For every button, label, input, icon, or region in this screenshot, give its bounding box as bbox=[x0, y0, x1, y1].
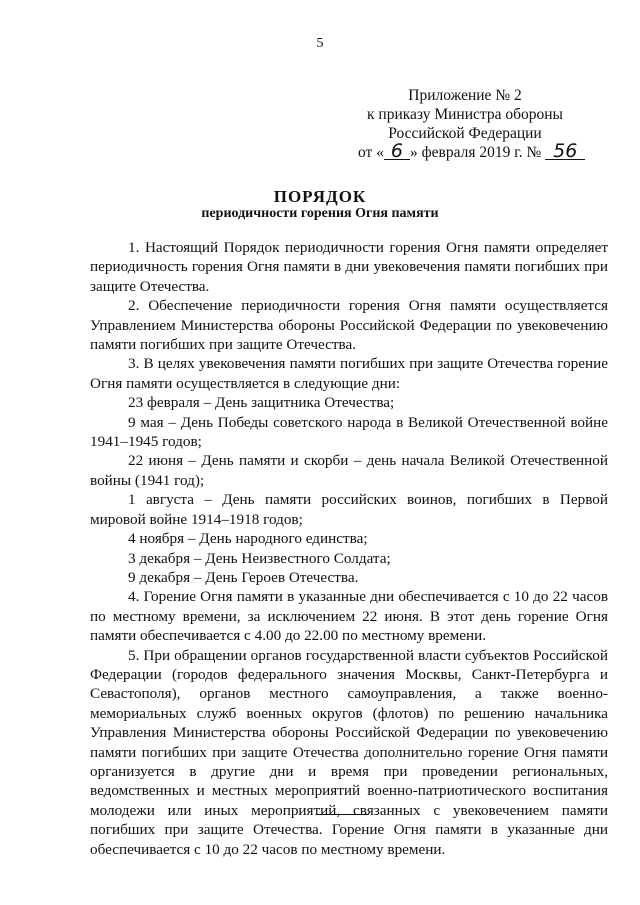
document-title: ПОРЯДОК bbox=[273, 187, 367, 206]
paragraph-1: 1. Настоящий Порядок периодичности горения Огня памяти определяет периодичность горения Огня памяти в дни увековечения памяти погибших при защите Отечества. bbox=[90, 239, 608, 295]
date-prefix: от « bbox=[358, 144, 384, 161]
date-item-nov-4: 4 ноября – День народного единства; bbox=[128, 530, 368, 548]
paragraph-2: 2. Обеспечение периодичности горения Огня памяти осуществляется Управлением Министерства обороны Российской Федерации по увековечению памяти погибших при защите Отечества. bbox=[90, 297, 608, 354]
appendix-number: Приложение № 2 bbox=[408, 87, 522, 104]
paragraph-3: 3. В целях увековечения памяти погибших при защите Отечества горение Огня памяти осуществляется в следующие дни: bbox=[90, 355, 608, 392]
date-item-aug-1: 1 августа – День памяти российских воинов, погибших в Первой мировой войне 1914–1918 годов; bbox=[90, 491, 608, 528]
date-item-dec-3: 3 декабря – День Неизвестного Солдата; bbox=[128, 549, 391, 567]
end-separator-line bbox=[316, 814, 368, 815]
date-item-feb-23: 23 февраля – День защитника Отечества; bbox=[128, 394, 395, 412]
page-number: 5 bbox=[316, 36, 324, 51]
date-middle: » февраля 2019 г. № bbox=[409, 144, 542, 161]
handwritten-order-number: 56 bbox=[545, 143, 585, 160]
appendix-header bbox=[330, 86, 600, 162]
date-item-jun-22: 22 июня – День памяти и скорби – день начала Великой Отечественной войны (1941 год); bbox=[90, 452, 608, 489]
handwritten-day: 6 bbox=[384, 143, 410, 160]
paragraph-4: 4. Горение Огня памяти в указанные дни обеспечивается с 10 до 22 часов по местному времени, за исключением 22 июня. В этот день горение Огня памяти обеспечивается с 4.00 до 22.00 по местному времени. bbox=[90, 588, 608, 645]
document-body bbox=[90, 238, 608, 859]
appendix-order-reference: к приказу Министра обороны bbox=[367, 106, 563, 123]
date-item-dec-9: 9 декабря – День Героев Отечества. bbox=[128, 568, 359, 586]
appendix-country: Российской Федерации bbox=[388, 125, 542, 142]
document-subtitle: периодичности горения Огня памяти bbox=[201, 206, 439, 221]
appendix-date-line bbox=[330, 140, 600, 162]
paragraph-5: 5. При обращении органов государственной власти субъектов Российской Федерации (городов федерального значения Москвы, Санкт-Петербурга и Севастополя), органов местного самоуправления, а также военно-мемориальных служб военных округов (флотов) по решению начальника Управления Министерства обороны Российской Федерации по увековечению памяти погибших при защите Отечества дополнительно горение Огня памяти организуется в другие дни и время при проведении региональных, ведомственных и местных мероприятий военно-патриотического воспитания молодежи или иных мероприятий, связанных с увековечением памяти погибших при защите Отечества. Горение Огня памяти в указанные дни обеспечивается с 10 до 22 часов по местному времени. bbox=[90, 646, 608, 858]
date-item-may-9: 9 мая – День Победы советского народа в Великой Отечественной войне 1941–1945 годов; bbox=[90, 413, 608, 451]
